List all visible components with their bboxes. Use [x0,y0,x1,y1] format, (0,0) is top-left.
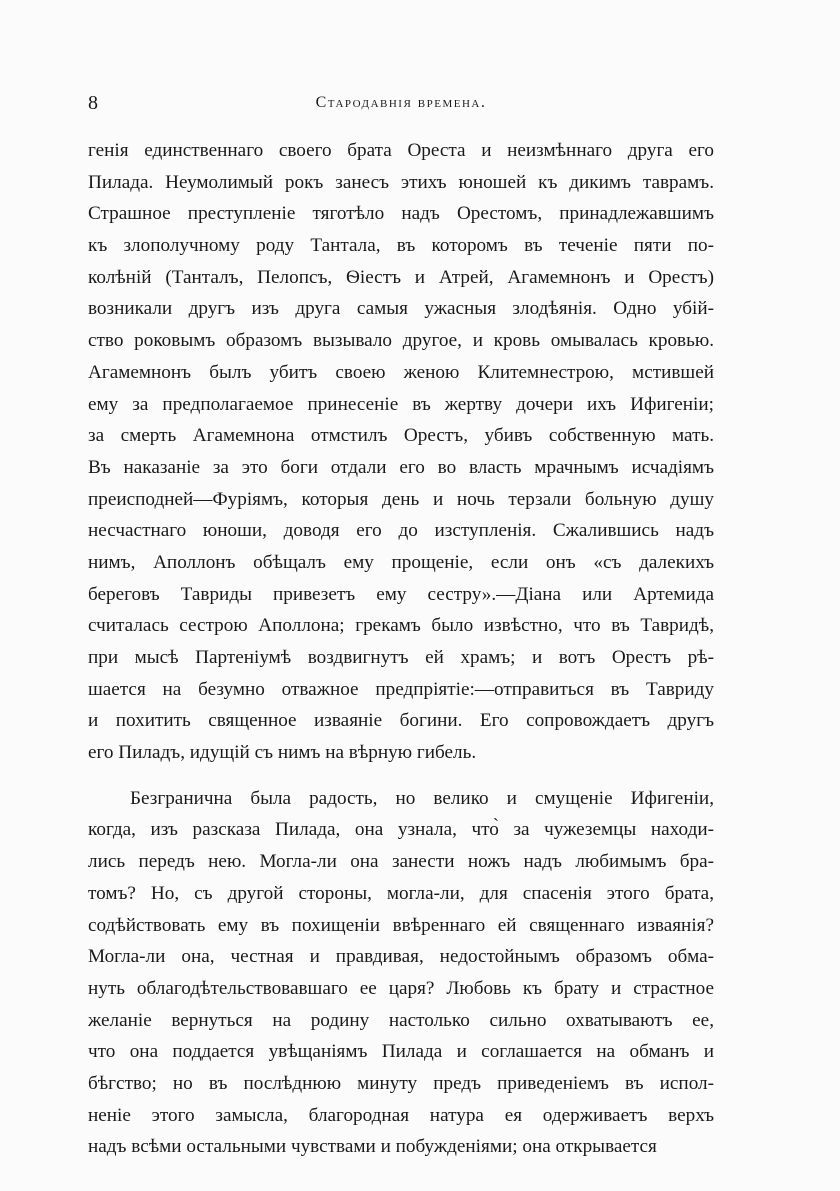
text-line: ство роковымъ образомъ вызывало другое, и кровь омывалась кровью. [88,330,714,352]
text-line: лись передъ нею. Могла-ли она занести ножъ надъ любимымъ бра- [88,851,714,873]
text-line: и похитить священное изваяніе богини. Его сопровождаетъ другъ [88,710,714,732]
text-line: считалась сестрою Аполлона; грекамъ было извѣстно, что въ Тавридѣ, [88,615,714,637]
text-line: нимъ, Аполлонъ обѣщалъ ему прощеніе, если онъ «съ далекихъ [88,551,714,573]
text-line: Въ наказаніе за это боги отдали его во власть мрачнымъ исчадіямъ [88,456,714,478]
text-line: Могла-ли она, честная и правдивая, недостойнымъ образомъ обма- [88,946,714,968]
text-line: несчастнаго юноши, доводя его до изступленія. Сжалившись надъ [88,520,714,542]
paragraph [88,135,714,769]
text-line: неніе этого замысла, благородная натура ея одерживаетъ верхъ [88,1104,714,1126]
running-title: Стародавнія времена. [315,94,487,111]
text-line: бѣгство; но въ послѣднюю минуту предъ приведеніемъ въ испол- [88,1072,714,1094]
text-line: колѣній (Танталъ, Пелопсъ, Ѳіестъ и Атрей, Агамемнонъ и Орестъ) [88,266,714,288]
text-line: за смерть Агамемнона отмстилъ Орестъ, убивъ собственную мать. [88,425,714,447]
paragraph-gap [88,769,714,783]
text-line: преисподней—Фуріямъ, которыя день и ночь терзали больную душу [88,488,714,510]
text-line: шается на безумно отважное предпріятіе:—отправиться въ Тавриду [88,678,714,700]
text-line: Пилада. Неумолимый рокъ занесъ этихъ юношей къ дикимъ таврамъ. [88,171,714,193]
text-line: что она поддается увѣщаніямъ Пилада и соглашается на обманъ и [88,1041,714,1063]
text-line: возникали другъ изъ друга самыя ужасныя злодѣянія. Одно убій- [88,298,714,320]
text-line: къ злополучному роду Тантала, въ которомъ въ теченіе пяти по- [88,235,714,257]
text-line: томъ? Но, съ другой стороны, могла-ли, для спасенія этого брата, [88,882,714,904]
text-line: ему за предполагаемое принесеніе въ жертву дочери ихъ Ифигеніи; [88,393,714,415]
text-line: Страшное преступленіе тяготѣло надъ Орестомъ, принадлежавшимъ [88,203,714,225]
paragraph [88,783,714,1163]
text-line: содѣйствовать ему въ похищеніи ввѣреннаго ей священнаго изваянія? [88,914,714,936]
text-line: его Пиладъ, идущій съ нимъ на вѣрную гибель. [88,742,477,764]
page-header [88,92,714,122]
text-line: нуть облагодѣтельствовавшаго ее царя? Любовь къ брату и страстное [88,977,714,999]
page-number: 8 [88,92,98,114]
text-line: Безгранична была радость, но велико и смущеніе Ифигеніи, [130,787,714,809]
text-line: когда, изъ разсказа Пилада, она узнала, что̀ за чужеземцы находи- [88,819,714,841]
text-line: генія единственнаго своего брата Ореста и неизмѣннаго друга его [88,140,714,161]
text-line: желаніе вернуться на родину настолько сильно охватываютъ ее, [88,1009,714,1031]
text-line: надъ всѣми остальными чувствами и побужденіями; она открывается [88,1136,657,1158]
text-line: береговъ Тавриды привезетъ ему сестру».—Діана или Артемида [88,583,714,605]
text-line: Агамемнонъ былъ убитъ своею женою Клитемнестрою, мстившей [88,361,714,383]
body-text [88,135,714,1163]
text-line: при мысѣ Партеніумѣ воздвигнутъ ей храмъ; и вотъ Орестъ рѣ- [88,647,714,668]
